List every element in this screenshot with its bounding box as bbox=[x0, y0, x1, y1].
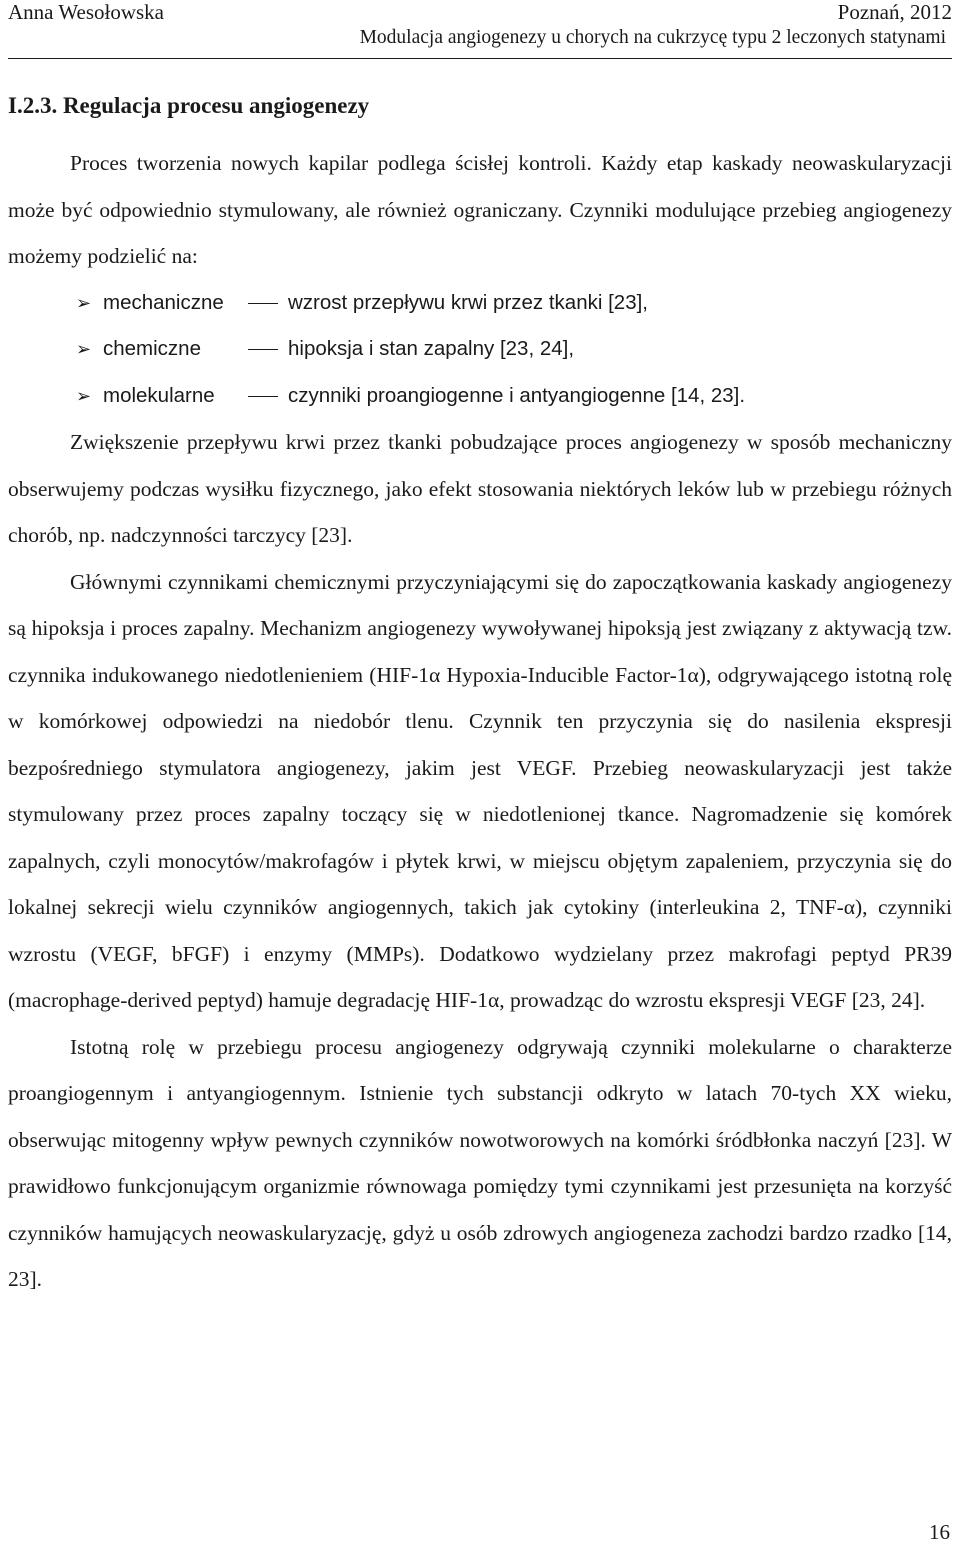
page-number: 16 bbox=[929, 1520, 950, 1544]
factor-description: hipoksja i stan zapalny [23, 24], bbox=[248, 326, 574, 373]
header-author: Anna Wesołowska bbox=[8, 0, 164, 24]
paragraph-molecular: Istotną rolę w przebiegu procesu angiogenezy odgrywają czynniki molekularne o charakterze proangiogennym i antyangiogennym. Istnienie tych substancji odkryto w latach 70-tych XX wieku, obserwując mitogenny wpływ pewnych czynników nowotworowych na komórki śródbłonka naczyń [23]. W prawidłowo funkcjonującym organizmie równowaga pomiędzy tymi czynnikami jest przesunięta na korzyść czynników hamujących neowaskularyzację, gdyż u osób zdrowych angiogeneza zachodzi bardzo rzadko [14, 23]. bbox=[8, 1034, 952, 1291]
arrow-bullet-icon: ➢ bbox=[76, 292, 92, 313]
list-item bbox=[8, 326, 952, 373]
paragraph-mechanical: Zwiększenie przepływu krwi przez tkanki pobudzające proces angiogenezy w sposób mechaniczny obserwujemy podczas wysiłku fizycznego, jako efekt stosowania niektórych leków lub w przebiegu różnych chorób, np. nadczynności tarczycy [23]. bbox=[8, 430, 952, 547]
header-title: Modulacja angiogenezy u chorych na cukrzycę typu 2 leczonych statynami bbox=[359, 27, 946, 48]
factor-description: wzrost przepływu krwi przez tkanki [23], bbox=[248, 280, 648, 327]
list-item bbox=[8, 280, 952, 327]
section-heading: I.2.3. Regulacja procesu angiogenezy bbox=[8, 93, 370, 118]
factor-list bbox=[8, 280, 952, 420]
paragraph-intro: Proces tworzenia nowych kapilar podlega ścisłej kontroli. Każdy etap kaskady neowaskularyzacji może być odpowiednio stymulowany, ale również ograniczany. Czynniki modulujące przebieg angiogenezy możemy podzielić na: bbox=[8, 151, 952, 268]
list-item bbox=[8, 373, 952, 420]
factor-category: mechaniczne bbox=[103, 290, 224, 314]
factor-category: molekularne bbox=[103, 383, 215, 407]
paragraph-chemical: Głównymi czynnikami chemicznymi przyczyniającymi się do zapoczątkowania kaskady angiogenezy są hipoksja i proces zapalny. Mechanizm angiogenezy wywoływanej hipoksją jest związany z aktywacją tzw. czynnika indukowanego niedotlenieniem (HIF-1α Hypoxia-Inducible Factor-1α), odgrywającego istotną rolę w komórkowej odpowiedzi na niedobór tlenu. Czynnik ten przyczynia się do nasilenia ekspresji bezpośredniego stymulatora angiogenezy, jakim jest VEGF. Przebieg neowaskularyzacji jest także stymulowany przez proces zapalny toczący się w niedotlenionej tkance. Nagromadzenie się komórek zapalnych, czyli monocytów/makrofagów i płytek krwi, w miejscu objętym zapaleniem, przyczynia się do lokalnej sekrecji wielu czynników angiogennych, takich jak cytokiny (interleukina 2, TNF-α), czynniki wzrostu (VEGF, bFGF) i enzymy (MMPs). Dodatkowo wydzielany przez makrofagi peptyd PR39 (macrophage-derived peptyd) hamuje degradację HIF-1α, prowadząc do wzrostu ekspresji VEGF [23, 24]. bbox=[8, 569, 952, 1012]
document-body bbox=[8, 88, 952, 1303]
arrow-bullet-icon: ➢ bbox=[76, 339, 92, 359]
factor-category: chemiczne bbox=[103, 337, 201, 360]
header-divider bbox=[8, 58, 952, 59]
factor-description: czynniki proangiogenne i antyangiogenne [14, 23]. bbox=[248, 373, 745, 420]
arrow-bullet-icon: ➢ bbox=[76, 385, 92, 406]
page-header bbox=[8, 0, 952, 24]
header-place-date: Poznań, 2012 bbox=[837, 0, 952, 24]
